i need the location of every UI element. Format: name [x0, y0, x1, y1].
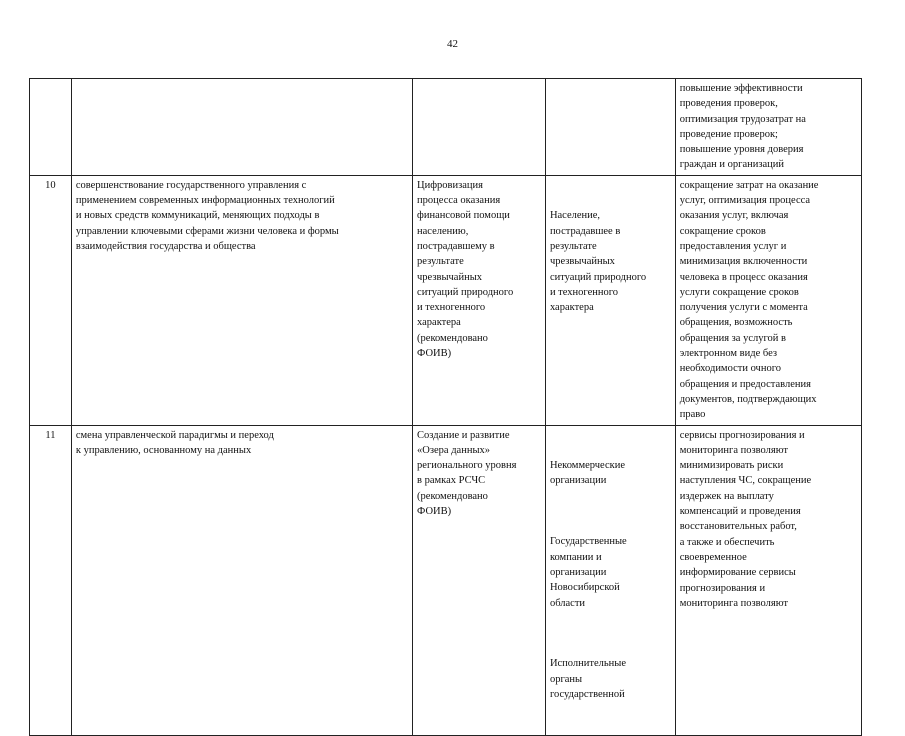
- effect-cell: повышение эффективности проведения проверок, оптимизация трудозатрат на проведение проверок; повышение уровня доверия граждан и организаций: [675, 79, 861, 176]
- audience-paragraph: Государственные компании и организации Новосибирской области: [549, 536, 627, 609]
- effect-cell: сокращение затрат на оказание услуг, оптимизация процесса оказания услуг, включая сокращение сроков предоставления услуг и минимизация включенности человека в процесс оказания услуги сокращение сроков получения услуги с момента обращения, возможность обращения за услугой в электронном виде без необходимости очного обращения и предоставления документов, подтверждающих право: [675, 175, 861, 425]
- direction-cell: [71, 79, 412, 176]
- row-number-cell: 11: [30, 425, 72, 735]
- table-row: [30, 175, 862, 425]
- effect-cell: сервисы прогнозирования и мониторинга позволяют минимизировать риски наступления ЧС, сокращение издержек на выплату компенсаций и проведения восстановительных работ, а также и обеспечить своевременное информирование сервисы прогнозирования и мониторинга позволяют: [675, 425, 861, 735]
- audience-cell: [545, 425, 675, 735]
- page-number: 42: [447, 38, 458, 50]
- row-number-cell: 10: [30, 175, 72, 425]
- measure-cell: Цифровизация процесса оказания финансовой помощи населению, пострадавшему в результате чрезвычайных ситуаций природного и техногенного характера (рекомендовано ФОИВ): [413, 175, 546, 425]
- row-number-cell: [30, 79, 72, 176]
- audience-paragraph: Некоммерческие организации: [549, 460, 625, 487]
- direction-cell: совершенствование государственного управления с применением современных информационных технологий и новых средств коммуникаций, меняющих подходы в управлении ключевыми сферами жизни человека и формы взаимодействия государства и общества: [71, 175, 412, 425]
- measure-cell: [413, 79, 546, 176]
- measure-cell: Создание и развитие «Озера данных» регионального уровня в рамках РСЧС (рекомендовано ФОИВ): [413, 425, 546, 735]
- audience-paragraph: Население, пострадавшее в результате чрезвычайных ситуаций природного и техногенного характера: [549, 210, 647, 314]
- audience-paragraph: Исполнительные органы государственной: [549, 658, 627, 700]
- audience-cell: [545, 79, 675, 176]
- table-row: [30, 425, 862, 735]
- program-table: [29, 78, 862, 736]
- table-row: [30, 79, 862, 176]
- audience-cell: [545, 175, 675, 425]
- direction-cell: смена управленческой парадигмы и переход к управлению, основанному на данных: [71, 425, 412, 735]
